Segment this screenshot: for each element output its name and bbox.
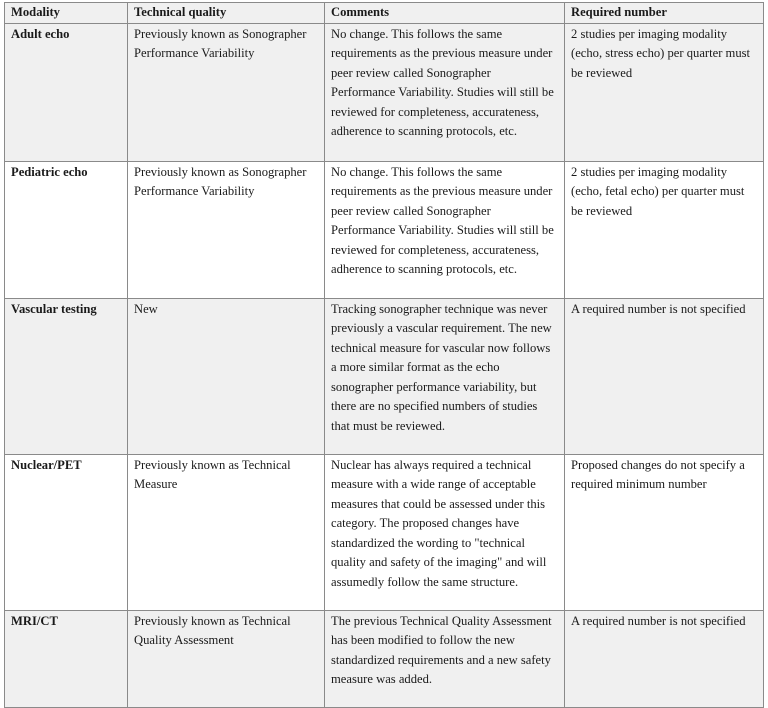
comments-cell: Tracking sonographer technique was never previously a vascular requirement. The new technical measure for vascular now follows a more similar format as the echo sonographer performance variability, but there are no specified numbers of studies that must be reviewed. <box>325 298 565 454</box>
modality-cell: MRI/CT <box>5 610 128 707</box>
header-row <box>5 3 764 24</box>
technical-quality-cell: New <box>128 298 325 454</box>
technical-quality-cell: Previously known as Technical Quality Assessment <box>128 610 325 707</box>
table-row <box>5 161 764 298</box>
required-number-cell: A required number is not specified <box>565 610 764 707</box>
table-row <box>5 454 764 610</box>
header-modality: Modality <box>5 3 128 24</box>
comments-cell: The previous Technical Quality Assessment has been modified to follow the new standardized requirements and a new safety measure was added. <box>325 610 565 707</box>
technical-quality-cell: Previously known as Sonographer Performance Variability <box>128 161 325 298</box>
modality-cell: Pediatric echo <box>5 161 128 298</box>
required-number-cell: Proposed changes do not specify a required minimum number <box>565 454 764 610</box>
comments-cell: No change. This follows the same requirements as the previous measure under peer review called Sonographer Performance Variability. Studies will still be reviewed for completeness, accurateness, adherence to scanning protocols, etc. <box>325 23 565 161</box>
required-number-cell: A required number is not specified <box>565 298 764 454</box>
comments-cell: No change. This follows the same requirements as the previous measure under peer review called Sonographer Performance Variability. Studies will still be reviewed for completeness, accurateness, adherence to scanning protocols, etc. <box>325 161 565 298</box>
header-comments: Comments <box>325 3 565 24</box>
technical-quality-cell: Previously known as Technical Measure <box>128 454 325 610</box>
technical-quality-cell: Previously known as Sonographer Performance Variability <box>128 23 325 161</box>
modality-cell: Adult echo <box>5 23 128 161</box>
modality-cell: Nuclear/PET <box>5 454 128 610</box>
modality-requirements-table <box>4 2 764 708</box>
required-number-cell: 2 studies per imaging modality (echo, fetal echo) per quarter must be reviewed <box>565 161 764 298</box>
table-row <box>5 298 764 454</box>
modality-cell: Vascular testing <box>5 298 128 454</box>
header-required-number: Required number <box>565 3 764 24</box>
required-number-cell: 2 studies per imaging modality (echo, stress echo) per quarter must be reviewed <box>565 23 764 161</box>
table-row <box>5 23 764 161</box>
comments-cell: Nuclear has always required a technical measure with a wide range of acceptable measures that could be assessed under this category. The proposed changes have standardized the wording to "technical quality and safety of the imaging" and will assumedly follow the same structure. <box>325 454 565 610</box>
table-row <box>5 610 764 707</box>
header-technical-quality: Technical quality <box>128 3 325 24</box>
